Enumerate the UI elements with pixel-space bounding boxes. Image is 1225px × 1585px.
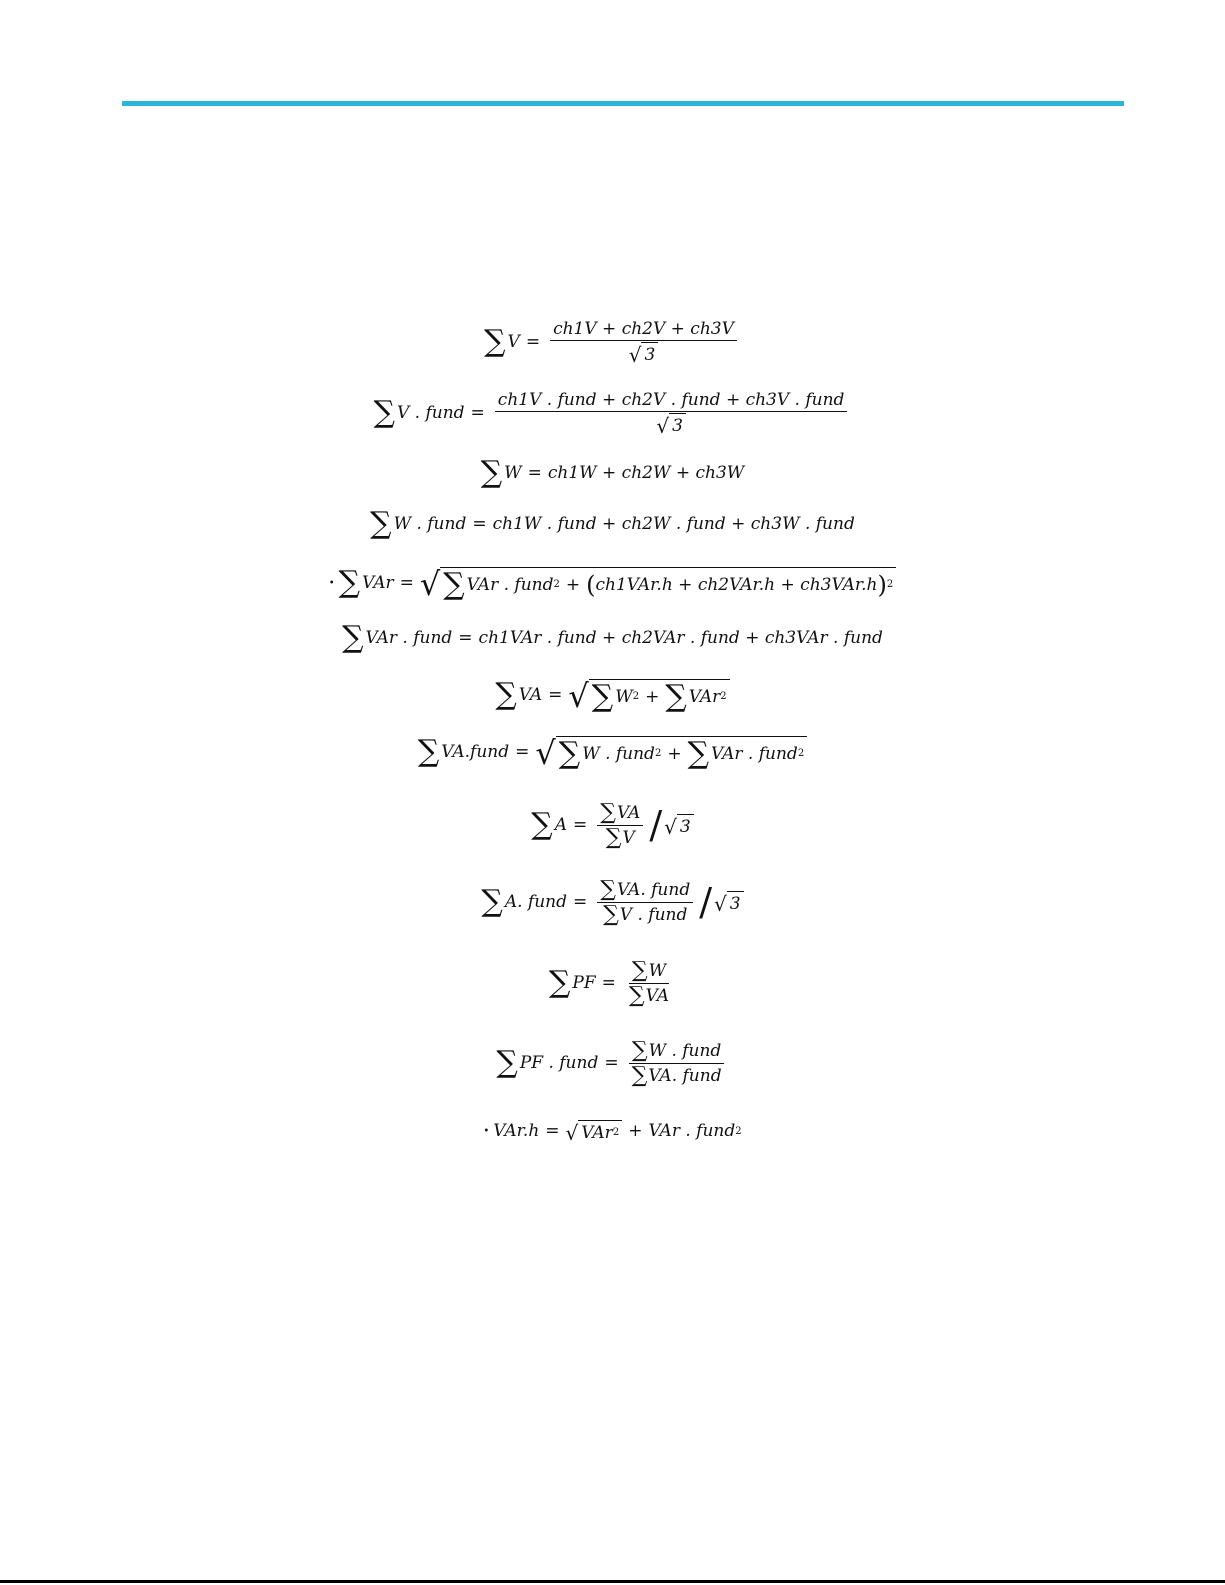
radical-symbol: √ [565,1120,579,1145]
sigma-symbol: ∑ [600,876,616,902]
denominator [626,984,672,1007]
fraction [597,876,693,927]
formula-lhs: W . fund [393,514,467,534]
sigma-symbol: ∑ [548,965,571,1000]
square-root [419,564,896,603]
fraction [550,319,737,365]
radicand [578,1120,622,1143]
sigma-symbol: ∑ [342,620,364,655]
square-root [568,676,729,715]
radicand [589,679,730,712]
left-paren: ( [586,570,596,599]
radical-symbol: √ [419,564,441,603]
radical-symbol: √ [568,676,589,715]
formula-lhs: W [504,463,522,483]
term: W . fund [582,743,655,764]
equals-sign: = [472,514,487,534]
equals-sign: = [601,973,616,993]
formula-lhs: VA.fund [441,742,510,762]
formula-lhs: A [554,815,567,835]
denominator-text: V [622,827,635,848]
square-root [714,891,744,914]
sigma-symbol: ∑ [631,1062,648,1088]
equals-sign: = [545,1121,560,1141]
sigma-symbol: ∑ [496,1045,518,1080]
exponent: 2 [735,1125,742,1137]
plus-sign: + [565,574,581,595]
header-rule [122,101,1124,106]
bullet-mark: • [483,1125,490,1137]
formula-sum-va [0,665,1225,725]
formula-lhs: VA [518,685,543,705]
term: VAr [688,686,721,707]
formula-lhs: VAr.h [493,1121,540,1141]
formula-lhs: PF [572,973,596,993]
sigma-symbol: ∑ [558,735,581,771]
sigma-symbol: ∑ [631,1037,648,1063]
square-root [535,733,807,772]
term: W [615,686,633,707]
term: VAr . fund [648,1121,736,1141]
sigma-symbol: ∑ [338,565,361,600]
radical-symbol: √ [535,733,556,772]
fraction [626,957,672,1008]
sigma-symbol: ∑ [600,799,616,825]
sigma-symbol: ∑ [373,395,395,430]
exponent: 2 [612,1127,620,1138]
denominator-text: V . fund [619,904,688,925]
sigma-symbol: ∑ [628,982,645,1008]
formula-sum-a [0,795,1225,855]
radicand: 3 [641,342,658,365]
formula-lhs: PF . fund [519,1053,599,1073]
term: VAr . fund [711,743,798,764]
radicand: 3 [727,891,744,914]
sigma-symbol: ∑ [443,566,465,602]
divide-slash: / [649,803,663,847]
term: VAr . fund [466,574,554,595]
radical-symbol: √ [664,814,677,839]
fraction [495,390,848,436]
sigma-symbol: ∑ [687,735,709,771]
square-root [656,413,686,436]
right-paren: ) [877,570,887,599]
radical-symbol: √ [656,414,670,438]
plus-sign: + [645,686,660,707]
exponent: 2 [553,579,560,590]
denominator [603,826,638,849]
fraction [597,799,643,850]
sigma-symbol: ∑ [484,324,506,359]
radicand: 3 [669,413,686,436]
bullet-mark: • [328,577,335,589]
exponent: 2 [797,748,805,759]
equals-sign: = [572,892,588,912]
formula-sum-pf [0,953,1225,1013]
plus-sign: + [628,1121,643,1141]
numerator [629,957,669,984]
term: VAr [581,1122,613,1143]
equals-sign: = [525,332,541,352]
radicand: 3 [677,814,694,837]
divide-slash: / [699,880,713,924]
formula-sum-var [0,553,1225,613]
footer-rule [0,1580,1225,1583]
formula-sum-var-fund [0,608,1225,668]
formula-sum-va-fund [0,722,1225,782]
sigma-symbol: ∑ [417,734,440,769]
square-root [629,342,659,365]
equals-sign: = [604,1053,619,1073]
numerator [629,1037,724,1064]
formula-lhs: V [507,332,520,352]
term: ch1VAr.h + ch2VAr.h + ch3VAr.h [595,574,878,595]
denominator [600,903,690,926]
sigma-symbol: ∑ [495,677,517,712]
radicand [440,567,896,600]
denominator [626,341,662,365]
formula-rhs: ch1VAr . fund + ch2VAr . fund + ch3VAr . fund [478,628,883,648]
formula-lhs: VAr . fund [365,628,453,648]
formula-sum-a-fund [0,872,1225,932]
exponent: 2 [720,691,727,702]
square-root [664,814,694,837]
numerator [597,799,643,826]
sigma-symbol: ∑ [370,506,392,541]
formula-var-h [0,1101,1225,1161]
denominator [629,1064,725,1087]
sigma-symbol: ∑ [481,884,503,919]
formula-lhs: V . fund [396,403,465,423]
exponent: 2 [632,691,640,702]
sigma-symbol: ∑ [531,807,553,842]
exponent: 2 [886,579,894,590]
numerator-text: W . fund [648,1040,722,1061]
formula-sum-w-fund [0,494,1225,554]
numerator-text: W [648,960,667,981]
fraction [629,1037,725,1088]
denominator [653,412,689,436]
square-root [566,1120,623,1143]
numerator-text: VA. fund [616,879,691,900]
equals-sign: = [458,628,473,648]
formula-lhs: VAr [362,573,394,593]
radical-symbol: √ [628,343,642,367]
formula-sum-pf-fund [0,1033,1225,1093]
equals-sign: = [548,685,563,705]
formula-rhs: ch1W + ch2W + ch3W [547,463,745,483]
numerator [597,876,693,903]
denominator-text: VA [645,985,670,1006]
numerator: ch1V + ch2V + ch3V [550,319,737,341]
equals-sign: = [399,573,414,593]
plus-sign: + [667,743,682,764]
radical-symbol: √ [714,891,727,916]
formula-sum-v-fund [0,383,1225,443]
formula-sum-v [0,312,1225,372]
numerator-text: VA [616,802,641,823]
formula-rhs: ch1W . fund + ch2W . fund + ch3W . fund [492,514,855,534]
radicand [556,736,807,769]
sigma-symbol: ∑ [591,678,614,714]
sigma-symbol: ∑ [665,678,687,714]
equals-sign: = [470,403,485,423]
sigma-symbol: ∑ [480,455,503,490]
sigma-symbol: ∑ [631,957,648,983]
formula-lhs: A. fund [504,892,567,912]
numerator: ch1V . fund + ch2V . fund + ch3V . fund [495,390,848,412]
denominator-text: VA. fund [648,1065,722,1086]
sigma-symbol: ∑ [605,824,622,850]
sigma-symbol: ∑ [603,901,619,927]
equals-sign: = [515,742,530,762]
equals-sign: = [572,815,588,835]
exponent: 2 [654,748,662,759]
equals-sign: = [527,463,542,483]
